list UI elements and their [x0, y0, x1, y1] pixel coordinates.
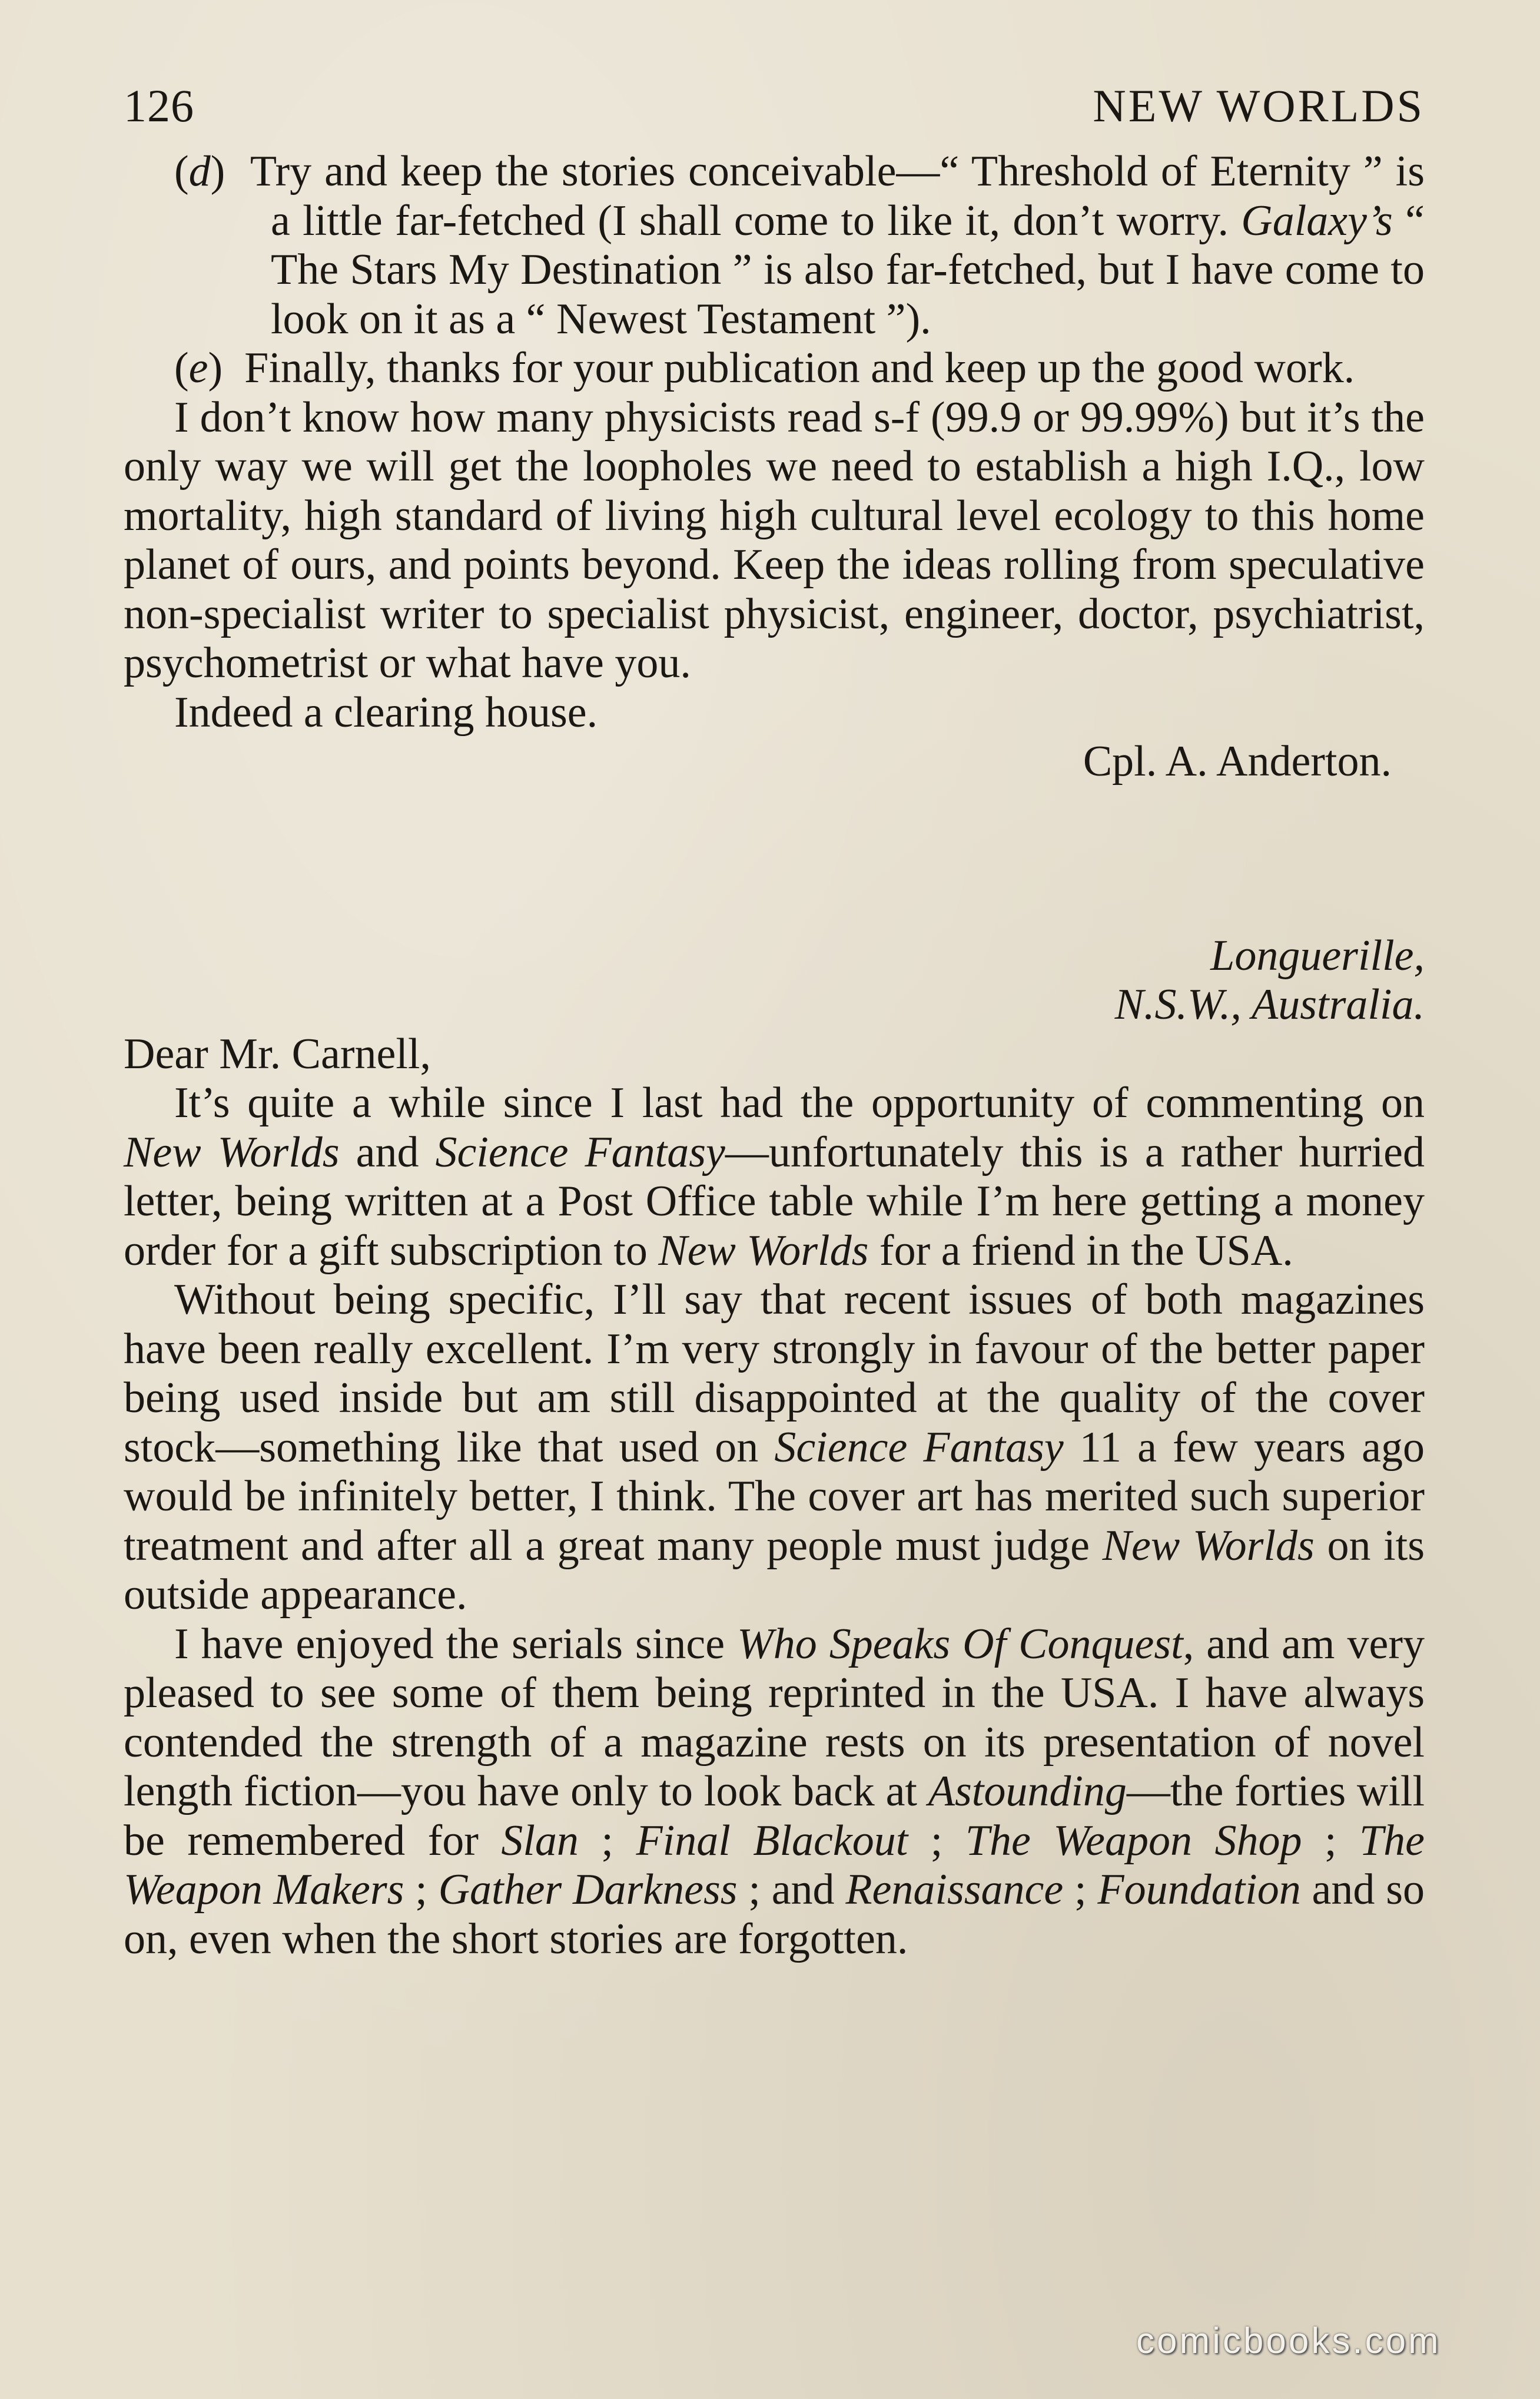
running-head: [124, 77, 1425, 135]
text-run: , and am very pleased to see some of them being reprinted in the USA. I have always contended the strength of a magazine rests on its presentation of novel length fiction—you have only to look back at: [124, 1619, 1425, 1815]
text-run: 11 a few years ago would be infinitely better, I think. The cover art has merited such superior treatment and after all a great many people must judge: [124, 1423, 1425, 1570]
letter1-signature: Cpl. A. Anderton.: [1083, 737, 1392, 786]
text-run: on its outside appearance.: [124, 1521, 1425, 1619]
item-marker: (d): [174, 147, 225, 196]
title-science-fantasy: Science Fantasy: [774, 1423, 1064, 1472]
title-final-blackout: Final Blackout: [636, 1816, 908, 1865]
letter1-paragraph-2: Indeed a clearing house.: [174, 688, 598, 737]
watermark: comicbooks.com: [1136, 2321, 1441, 2361]
item-d-text-2: “ The Stars My Destination ” is also far-fetched, but I have come to look on it as a “ Newest Testament ”).: [271, 196, 1425, 343]
letter-separator: [124, 787, 1425, 932]
text-run: ;: [404, 1865, 439, 1914]
letter2-salutation: Dear Mr. Carnell,: [124, 1029, 431, 1078]
text-run: Without being specific, I’ll say that recent issues of both magazines have been really excellent. I’m very strongly in favour of the better paper being used inside but am still disappointed at the quality of the cover stock—something like that used on: [124, 1275, 1425, 1472]
list-item-e: [124, 344, 1425, 393]
text-run: ;: [908, 1816, 965, 1865]
list-item-d: [124, 147, 1425, 344]
title-the-weapon-shop: The Weapon Shop: [965, 1816, 1302, 1865]
title-slan: Slan: [501, 1816, 579, 1865]
text-run: It’s quite a while since I last had the opportunity of commenting on: [174, 1079, 1425, 1127]
item-e-text: Finally, thanks for your publication and keep up the good work.: [244, 344, 1355, 392]
text-run: ;: [578, 1816, 636, 1865]
letter2-address-line-1: Longuerille,: [1210, 931, 1425, 980]
title-new-worlds: New Worlds: [1102, 1521, 1315, 1570]
title-astounding: Astounding: [928, 1767, 1127, 1815]
letter1-paragraph-1: I don’t know how many physicists read s-f (99.9 or 99.99%) but it’s the only way we will get the loopholes we need to establish a high I.Q., low mortality, high standard of living high cultural level ecology to this home planet of ours, and points beyond. Keep the ideas rolling from speculative non-specialist writer to specialist physicist, engineer, doctor, psychiatrist, psychometrist or what have you.: [124, 393, 1425, 687]
page-number: 126: [124, 80, 194, 131]
title-who-speaks-of-conquest: Who Speaks Of Conquest: [737, 1619, 1183, 1668]
text-run: for a friend in the USA.: [868, 1226, 1293, 1275]
page-body: [124, 147, 1425, 1964]
text-run: and: [339, 1128, 436, 1177]
magazine-title: NEW WORLDS: [1093, 80, 1425, 131]
title-science-fantasy: Science Fantasy: [435, 1128, 725, 1177]
letter2-paragraph-2: [124, 1275, 1425, 1620]
text-run: —the forties will be remembered for: [124, 1767, 1425, 1865]
letter2-paragraph-3: [124, 1620, 1425, 1964]
title-the-weapon-makers: The Weapon Makers: [124, 1816, 1425, 1914]
title-renaissance: Renaissance: [845, 1865, 1064, 1914]
title-gather-darkness: Gather Darkness: [438, 1865, 738, 1914]
item-d-text-1: Try and keep the stories conceivable—“ Threshold of Eternity ” is a little far-fetched (I shall come to like it, don’t worry.: [250, 147, 1425, 245]
text-run: —unfortunately this is a rather hurried letter, being written at a Post Office table while I’m here getting a money order for a gift subscription to: [124, 1128, 1425, 1275]
letter2-paragraph-1: [124, 1079, 1425, 1275]
item-d-title-galaxy: Galaxy’s: [1241, 196, 1393, 245]
text-run: ;: [1302, 1816, 1360, 1865]
item-marker: (e): [174, 344, 223, 392]
text-run: I have enjoyed the serials since: [174, 1619, 738, 1668]
letter2-address-line-2: N.S.W., Australia.: [1114, 980, 1425, 1029]
title-new-worlds: New Worlds: [658, 1226, 869, 1275]
text-run: ;: [1063, 1865, 1098, 1914]
title-foundation: Foundation: [1097, 1865, 1301, 1914]
book-page: [124, 77, 1425, 1964]
text-run: ; and: [737, 1865, 846, 1914]
text-run: and so on, even when the short stories are forgotten.: [124, 1865, 1425, 1963]
title-new-worlds: New Worlds: [124, 1128, 340, 1177]
